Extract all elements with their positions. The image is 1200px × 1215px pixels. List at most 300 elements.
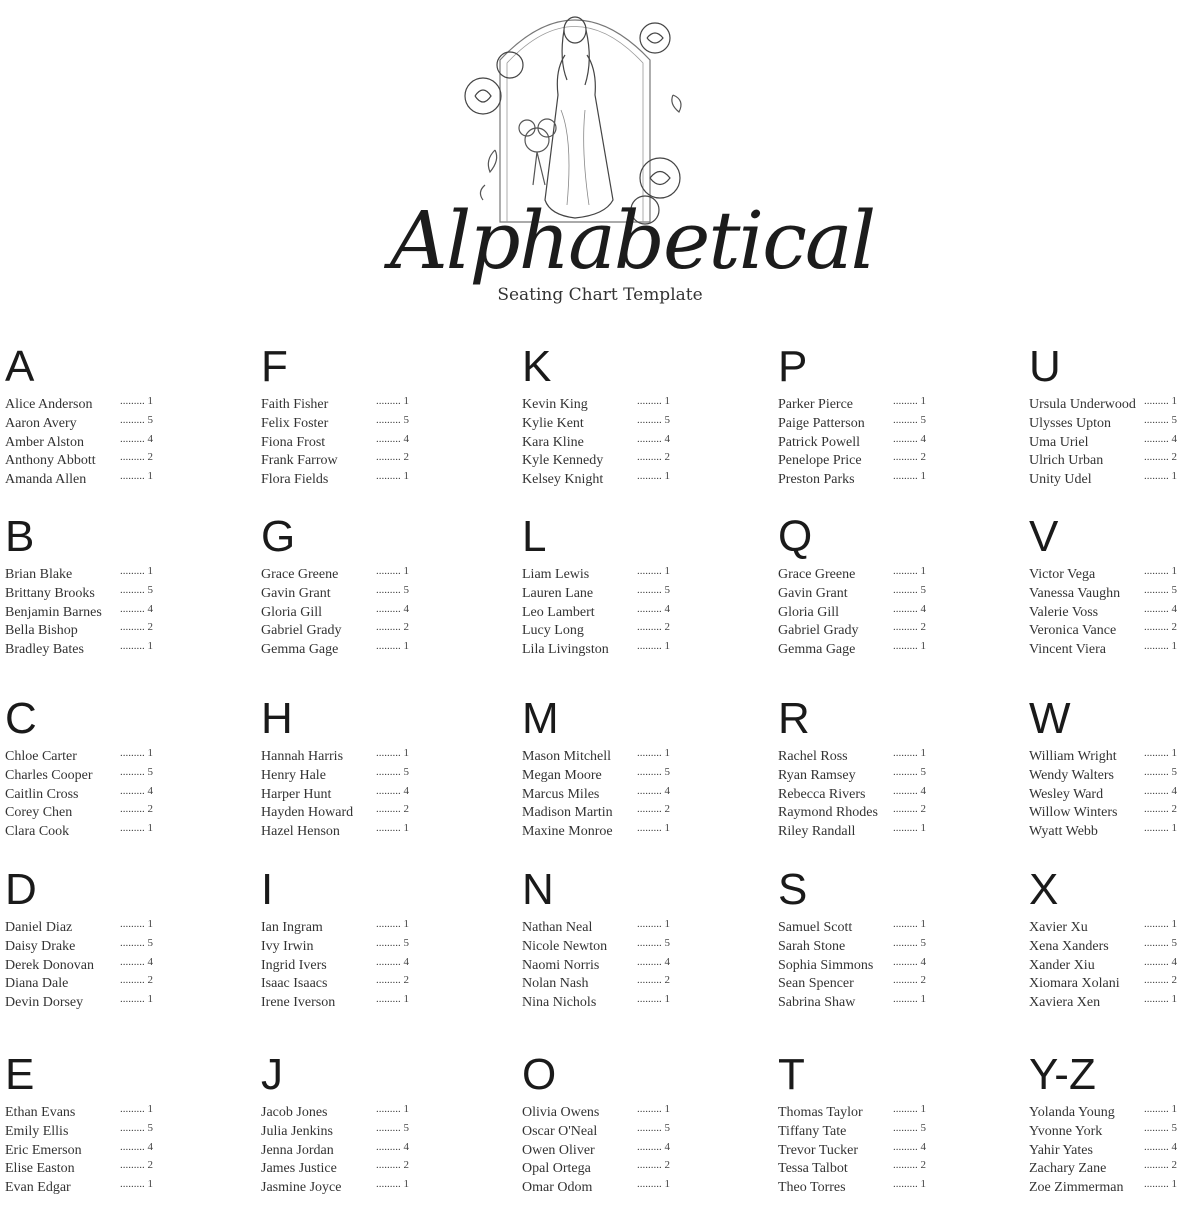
group-letter: A: [5, 342, 35, 391]
table-number: [1144, 565, 1177, 577]
table-number: [376, 747, 409, 759]
table-number: [120, 395, 153, 407]
table-number: [637, 1103, 670, 1115]
group-letter: V: [1029, 512, 1059, 561]
guest-name: Kylie Kent: [522, 415, 584, 431]
group-letter: D: [5, 865, 37, 914]
guest-row: [261, 1180, 501, 1199]
table-number: [893, 603, 926, 615]
dot-leader: .........: [120, 621, 148, 634]
table-number-value: 4: [147, 602, 153, 615]
table-number-value: 2: [1171, 1159, 1177, 1172]
guest-row: [1029, 824, 1200, 843]
guest-name: Penelope Price: [778, 453, 862, 469]
group-letter: Y-Z: [1029, 1050, 1096, 1099]
letter-group: [5, 512, 245, 661]
letter-group: [5, 694, 245, 843]
guest-name: Parker Pierce: [778, 397, 854, 412]
table-number: [893, 395, 926, 407]
dot-leader: .........: [1144, 1103, 1172, 1115]
table-number-value: 1: [664, 565, 670, 577]
table-number: [376, 785, 409, 797]
dot-leader: .........: [376, 784, 404, 797]
table-number: [1144, 621, 1177, 633]
dot-leader: .........: [637, 747, 665, 759]
dot-leader: .........: [893, 1178, 921, 1191]
table-number: [637, 918, 670, 930]
table-number-value: 1: [403, 993, 409, 1006]
table-number-value: 2: [920, 451, 926, 464]
table-number-value: 1: [403, 1103, 409, 1115]
table-number: [120, 766, 153, 778]
table-number: [893, 1141, 926, 1153]
guest-name: Faith Fisher: [261, 397, 329, 412]
dot-leader: .........: [637, 1159, 665, 1172]
group-letter: G: [261, 512, 296, 561]
dot-leader: .........: [376, 1140, 404, 1153]
table-number: [1144, 395, 1177, 407]
guest-name: Elise Easton: [5, 1161, 75, 1177]
guest-name: Ryan Ramsey: [778, 767, 856, 783]
dot-leader: .........: [1144, 432, 1172, 445]
table-number-value: 1: [403, 822, 409, 835]
table-number-value: 2: [147, 621, 153, 634]
table-number: [637, 584, 670, 596]
table-number: [120, 1159, 153, 1171]
dot-leader: .........: [893, 470, 921, 483]
table-number-value: 1: [920, 1178, 926, 1191]
dot-leader: .........: [120, 583, 148, 596]
table-number: [1144, 822, 1177, 834]
guest-name: Wendy Walters: [1029, 767, 1114, 783]
table-number-value: 4: [664, 602, 670, 615]
guest-name: Fiona Frost: [261, 434, 326, 450]
table-number-value: 5: [1171, 765, 1177, 778]
dot-leader: .........: [1144, 602, 1172, 615]
letter-group: [522, 694, 762, 843]
table-number: [637, 1141, 670, 1153]
table-number-value: 5: [664, 1121, 670, 1134]
guest-name: Unity Udel: [1029, 472, 1092, 488]
table-number-value: 4: [1171, 1140, 1177, 1153]
guest-name: Grace Greene: [261, 567, 339, 582]
table-number: [376, 1178, 409, 1190]
table-number-value: 1: [1171, 1103, 1177, 1115]
table-number-value: 1: [920, 640, 926, 653]
table-number: [376, 1103, 409, 1115]
guest-name: Jacob Jones: [261, 1105, 328, 1120]
guest-name: Tessa Talbot: [778, 1161, 848, 1177]
dot-leader: .........: [893, 936, 921, 949]
guest-name: Vincent Viera: [1029, 642, 1106, 658]
table-number: [637, 621, 670, 633]
table-number-value: 1: [403, 1178, 409, 1191]
guest-name: Julia Jenkins: [261, 1123, 333, 1139]
guest-name: Naomi Norris: [522, 957, 600, 973]
guest-row: [778, 472, 1018, 491]
table-number: [637, 993, 670, 1005]
group-letter: J: [261, 1050, 283, 1099]
letter-group: [778, 342, 1018, 491]
table-number-value: 1: [1171, 640, 1177, 653]
dot-leader: .........: [637, 602, 665, 615]
guest-name: William Wright: [1029, 749, 1117, 764]
dot-leader: .........: [637, 955, 665, 968]
dot-leader: .........: [637, 621, 665, 634]
table-number-value: 4: [1171, 784, 1177, 797]
table-number: [637, 1159, 670, 1171]
group-letter: I: [261, 865, 274, 914]
dot-leader: .........: [376, 993, 404, 1006]
table-number-value: 4: [664, 1140, 670, 1153]
table-number: [893, 1178, 926, 1190]
guest-row: [5, 1180, 245, 1199]
guest-name: Felix Foster: [261, 415, 329, 431]
guest-name: Opal Ortega: [522, 1161, 591, 1177]
group-letter: K: [522, 342, 552, 391]
table-number: [893, 584, 926, 596]
guest-name: Yolanda Young: [1029, 1105, 1115, 1120]
guest-name: Diana Dale: [5, 976, 69, 992]
table-number: [120, 414, 153, 426]
letter-group: [1029, 342, 1200, 491]
table-number-value: 4: [664, 784, 670, 797]
dot-leader: .........: [893, 955, 921, 968]
table-number: [120, 584, 153, 596]
table-number: [637, 603, 670, 615]
table-number: [376, 1122, 409, 1134]
guest-name: Ulysses Upton: [1029, 415, 1112, 431]
table-number-value: 5: [664, 413, 670, 426]
table-number-value: 1: [920, 918, 926, 930]
table-number-value: 4: [403, 784, 409, 797]
table-number: [120, 621, 153, 633]
table-number: [637, 747, 670, 759]
table-number: [893, 785, 926, 797]
table-number: [120, 565, 153, 577]
guest-row: [778, 1180, 1018, 1199]
dot-leader: .........: [1144, 1140, 1172, 1153]
table-number: [1144, 1159, 1177, 1171]
guest-name: Hannah Harris: [261, 749, 344, 764]
group-letter: T: [778, 1050, 805, 1099]
guest-name: Gemma Gage: [778, 642, 856, 658]
guest-row: [1029, 1180, 1200, 1199]
table-number-value: 1: [664, 918, 670, 930]
dot-leader: .........: [120, 602, 148, 615]
table-number: [120, 822, 153, 834]
guest-name: Gavin Grant: [778, 585, 848, 601]
dot-leader: .........: [637, 822, 665, 835]
guest-name: Tiffany Tate: [778, 1123, 847, 1139]
dot-leader: .........: [1144, 955, 1172, 968]
guest-name: Ivy Irwin: [261, 938, 314, 954]
guest-name: Gloria Gill: [778, 604, 840, 620]
guest-name: Bella Bishop: [5, 623, 78, 639]
letter-group: [261, 1050, 501, 1199]
guest-name: Olivia Owens: [522, 1105, 600, 1120]
dot-leader: .........: [376, 1103, 404, 1115]
guest-name: James Justice: [261, 1161, 337, 1177]
dot-leader: .........: [893, 583, 921, 596]
table-number: [893, 1103, 926, 1115]
table-number: [1144, 747, 1177, 759]
guest-name: Theo Torres: [778, 1180, 846, 1196]
dot-leader: .........: [637, 565, 665, 577]
dot-leader: .........: [120, 565, 148, 577]
guest-name: Uma Uriel: [1029, 434, 1089, 450]
letter-group: [261, 512, 501, 661]
dot-leader: .........: [120, 974, 148, 987]
guest-name: Aaron Avery: [5, 415, 77, 431]
table-number: [637, 1178, 670, 1190]
table-number-value: 2: [403, 621, 409, 634]
guest-name: Valerie Voss: [1029, 604, 1099, 620]
table-number-value: 1: [403, 747, 409, 759]
guest-name: Zoe Zimmerman: [1029, 1180, 1124, 1196]
guest-name: Wyatt Webb: [1029, 824, 1098, 840]
guest-name: Xavier Xu: [1029, 920, 1088, 935]
table-number: [1144, 918, 1177, 930]
guest-row: [778, 642, 1018, 661]
guest-name: Hazel Henson: [261, 824, 340, 840]
dot-leader: .........: [1144, 451, 1172, 464]
guest-name: Patrick Powell: [778, 434, 861, 450]
table-number: [637, 766, 670, 778]
letter-group: [522, 342, 762, 491]
guest-name: Ingrid Ivers: [261, 957, 327, 973]
table-number-value: 4: [920, 784, 926, 797]
group-letter: P: [778, 342, 808, 391]
guest-name: Harper Hunt: [261, 786, 332, 802]
table-number-value: 1: [920, 993, 926, 1006]
table-number-value: 2: [920, 974, 926, 987]
guest-name: Owen Oliver: [522, 1142, 595, 1158]
guest-row: [1029, 995, 1200, 1014]
dot-leader: .........: [893, 822, 921, 835]
guest-name: Liam Lewis: [522, 567, 590, 582]
dot-leader: .........: [120, 784, 148, 797]
table-number: [376, 640, 409, 652]
table-number-value: 1: [920, 470, 926, 483]
table-number: [376, 451, 409, 463]
table-number-value: 1: [1171, 565, 1177, 577]
dot-leader: .........: [1144, 565, 1172, 577]
table-number: [637, 414, 670, 426]
table-number-value: 5: [664, 583, 670, 596]
table-number: [120, 451, 153, 463]
table-number-value: 2: [920, 803, 926, 816]
dot-leader: .........: [637, 803, 665, 816]
dot-leader: .........: [1144, 395, 1172, 407]
table-number-value: 5: [147, 765, 153, 778]
table-number-value: 2: [147, 1159, 153, 1172]
letter-group: [522, 512, 762, 661]
table-number: [120, 918, 153, 930]
guest-name: Brittany Brooks: [5, 585, 95, 601]
table-number-value: 4: [664, 955, 670, 968]
table-number-value: 1: [1171, 918, 1177, 930]
table-number-value: 2: [403, 803, 409, 816]
guest-name: Evan Edgar: [5, 1180, 71, 1196]
table-number-value: 5: [664, 936, 670, 949]
group-letter: M: [522, 694, 559, 743]
table-number-value: 5: [920, 936, 926, 949]
guest-row: [778, 824, 1018, 843]
table-number: [120, 803, 153, 815]
dot-leader: .........: [893, 974, 921, 987]
dot-leader: .........: [893, 640, 921, 653]
dot-leader: .........: [376, 955, 404, 968]
table-number: [893, 766, 926, 778]
dot-leader: .........: [893, 1103, 921, 1115]
table-number-value: 1: [664, 640, 670, 653]
table-number: [376, 974, 409, 986]
table-number-value: 5: [147, 936, 153, 949]
table-number-value: 4: [147, 1140, 153, 1153]
dot-leader: .........: [893, 565, 921, 577]
dot-leader: .........: [1144, 993, 1172, 1006]
letter-group: [522, 865, 762, 1014]
letter-group: [778, 865, 1018, 1014]
guest-name: Zachary Zane: [1029, 1161, 1107, 1177]
table-number: [376, 1159, 409, 1171]
table-number: [637, 470, 670, 482]
table-number-value: 1: [1171, 822, 1177, 835]
guest-name: Irene Iverson: [261, 995, 336, 1011]
table-number-value: 5: [403, 583, 409, 596]
dot-leader: .........: [376, 822, 404, 835]
table-number: [893, 565, 926, 577]
guest-name: Leo Lambert: [522, 604, 595, 620]
guest-name: Daniel Diaz: [5, 920, 73, 935]
dot-leader: .........: [1144, 1121, 1172, 1134]
table-number: [893, 956, 926, 968]
table-number: [637, 937, 670, 949]
table-number-value: 5: [664, 765, 670, 778]
table-number-value: 1: [920, 1103, 926, 1115]
guest-name: Derek Donovan: [5, 957, 95, 973]
dot-leader: .........: [120, 1178, 148, 1191]
table-number: [120, 433, 153, 445]
table-number-value: 4: [1171, 432, 1177, 445]
table-number-value: 1: [1171, 993, 1177, 1006]
guest-row: [522, 642, 762, 661]
table-number-value: 1: [147, 1103, 153, 1115]
guest-name: Nathan Neal: [522, 920, 593, 935]
guest-name: Devin Dorsey: [5, 995, 84, 1011]
table-number-value: 4: [1171, 955, 1177, 968]
table-number-value: 1: [147, 1178, 153, 1191]
dot-leader: .........: [376, 1159, 404, 1172]
table-number-value: 2: [147, 451, 153, 464]
guest-name: Samuel Scott: [778, 920, 853, 935]
dot-leader: .........: [893, 602, 921, 615]
dot-leader: .........: [376, 621, 404, 634]
table-number-value: 1: [403, 640, 409, 653]
page-subtitle: Seating Chart Template: [497, 285, 703, 305]
table-number-value: 5: [920, 1121, 926, 1134]
table-number: [893, 621, 926, 633]
dot-leader: .........: [637, 1103, 665, 1115]
table-number: [120, 603, 153, 615]
table-number-value: 5: [403, 413, 409, 426]
table-number-value: 4: [147, 432, 153, 445]
guest-name: Yahir Yates: [1029, 1142, 1093, 1158]
table-number-value: 4: [147, 784, 153, 797]
table-number: [893, 937, 926, 949]
table-number-value: 4: [403, 432, 409, 445]
table-number: [1144, 766, 1177, 778]
table-number-value: 1: [1171, 395, 1177, 407]
dot-leader: .........: [1144, 936, 1172, 949]
guest-name: Gabriel Grady: [778, 623, 859, 639]
table-number-value: 1: [664, 1103, 670, 1115]
table-number: [893, 451, 926, 463]
guest-name: Maxine Monroe: [522, 824, 613, 840]
table-number: [637, 451, 670, 463]
table-number-value: 1: [403, 470, 409, 483]
table-number-value: 4: [147, 955, 153, 968]
group-letter: S: [778, 865, 808, 914]
guest-name: Veronica Vance: [1029, 623, 1117, 639]
table-number: [637, 565, 670, 577]
guest-name: Xena Xanders: [1029, 938, 1109, 954]
table-number-value: 1: [1171, 1178, 1177, 1191]
table-number: [637, 433, 670, 445]
table-number: [637, 956, 670, 968]
dot-leader: .........: [637, 470, 665, 483]
letter-group: [5, 865, 245, 1014]
dot-leader: .........: [120, 918, 148, 930]
table-number: [376, 937, 409, 949]
table-number-value: 1: [1171, 747, 1177, 759]
table-number: [1144, 1122, 1177, 1134]
guest-name: Frank Farrow: [261, 453, 338, 469]
guest-name: Nolan Nash: [522, 976, 589, 992]
table-number: [893, 1122, 926, 1134]
guest-name: Corey Chen: [5, 805, 73, 821]
letter-group: [1029, 865, 1200, 1014]
letter-group: [5, 1050, 245, 1199]
dot-leader: .........: [1144, 822, 1172, 835]
table-number-value: 5: [403, 765, 409, 778]
table-number: [120, 1141, 153, 1153]
guest-row: [261, 642, 501, 661]
table-number-value: 4: [920, 432, 926, 445]
dot-leader: .........: [376, 640, 404, 653]
guest-row: [778, 995, 1018, 1014]
table-number: [1144, 584, 1177, 596]
dot-leader: .........: [1144, 621, 1172, 634]
table-number-value: 1: [147, 993, 153, 1006]
guest-name: Sarah Stone: [778, 938, 846, 954]
table-number: [1144, 470, 1177, 482]
table-number-value: 2: [664, 621, 670, 634]
guest-name: Victor Vega: [1029, 567, 1096, 582]
guest-name: Kelsey Knight: [522, 472, 604, 488]
guest-name: Henry Hale: [261, 767, 326, 783]
table-number-value: 1: [147, 470, 153, 483]
dot-leader: .........: [376, 451, 404, 464]
dot-leader: .........: [376, 936, 404, 949]
table-number: [893, 974, 926, 986]
table-number: [376, 803, 409, 815]
table-number: [120, 956, 153, 968]
group-letter: B: [5, 512, 35, 561]
dot-leader: .........: [637, 451, 665, 464]
guest-name: Gavin Grant: [261, 585, 331, 601]
